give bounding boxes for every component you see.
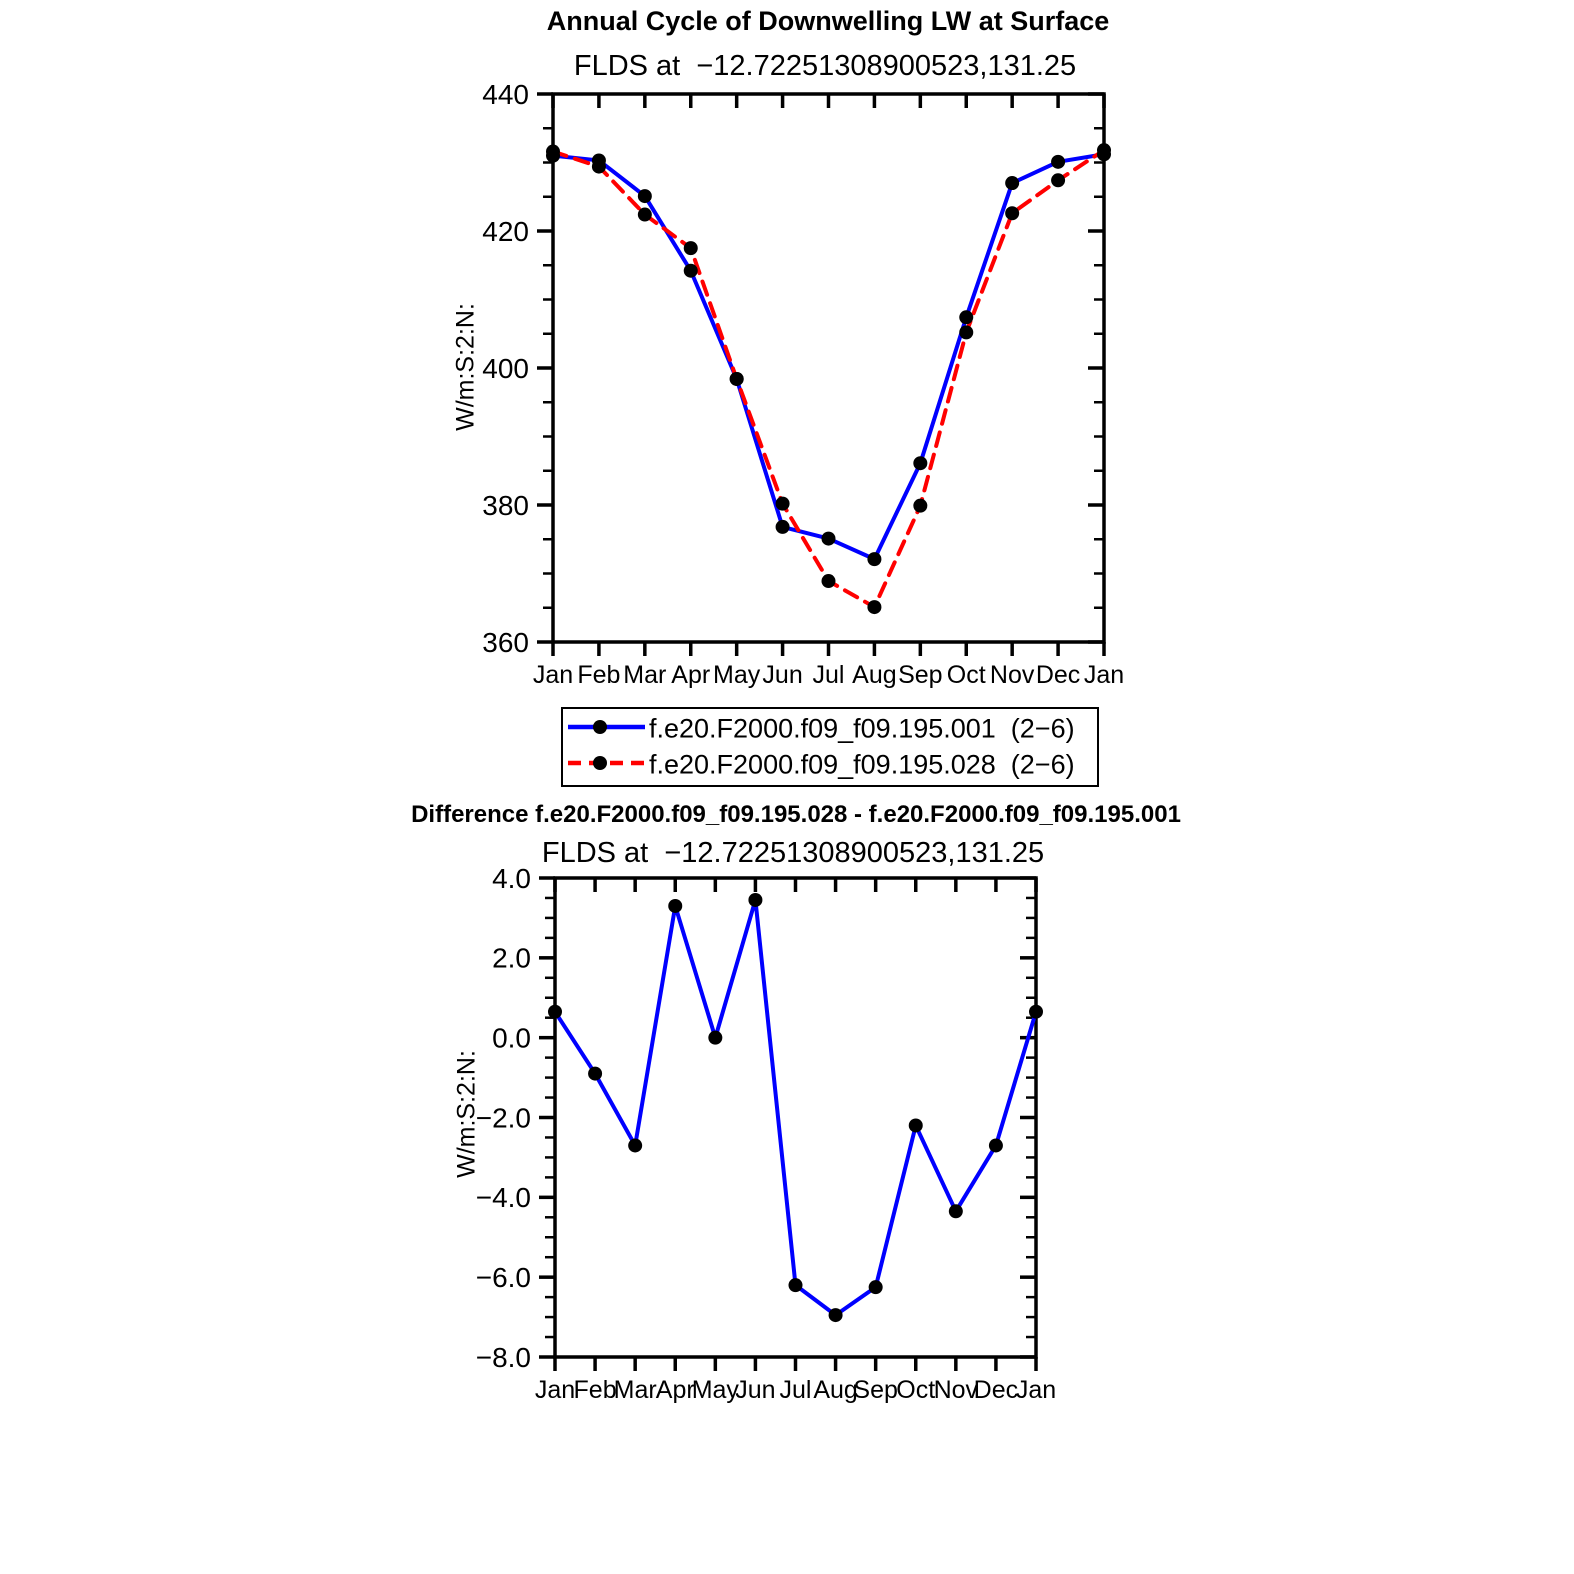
top-series-line-solid xyxy=(553,154,1104,559)
top-data-point xyxy=(1051,155,1065,169)
top-data-point xyxy=(867,600,881,614)
top-data-point xyxy=(1005,176,1019,190)
bottom-data-point xyxy=(668,899,682,913)
top-x-tick-label: Jan xyxy=(1083,661,1125,689)
bottom-x-tick-label: Jun xyxy=(735,1376,776,1404)
top-data-point xyxy=(959,325,973,339)
bottom-series-line-solid xyxy=(555,900,1036,1315)
top-x-tick-label: Mar xyxy=(623,661,667,689)
top-x-tick-label: Dec xyxy=(1035,661,1081,689)
bottom-data-point xyxy=(789,1278,803,1292)
legend xyxy=(561,707,1099,787)
bottom-x-tick-label: Jul xyxy=(779,1376,812,1404)
top-chart-y-axis-label: W/m:S:2:N: xyxy=(451,303,480,431)
bottom-data-point xyxy=(588,1067,602,1081)
top-x-tick-label: May xyxy=(713,661,761,689)
top-y-tick-label: 440 xyxy=(482,78,529,110)
top-x-tick-label: Aug xyxy=(852,661,897,689)
bottom-x-tick-label: Aug xyxy=(813,1376,858,1404)
top-data-point xyxy=(684,241,698,255)
bottom-y-tick-label: −2.0 xyxy=(475,1102,531,1134)
bottom-chart-title: Difference f.e20.F2000.f09_f09.195.028 - f.e20.F2000.f09_f09.195.001 xyxy=(411,801,1181,828)
bottom-x-tick-label: Dec xyxy=(973,1376,1019,1404)
bottom-data-point xyxy=(989,1138,1003,1152)
top-data-point xyxy=(638,208,652,222)
top-x-tick-label: Feb xyxy=(577,661,621,689)
top-data-point xyxy=(776,520,790,534)
bottom-x-tick-label: Apr xyxy=(655,1376,695,1404)
bottom-data-point xyxy=(869,1280,883,1294)
bottom-data-point xyxy=(708,1031,722,1045)
bottom-y-tick-label: 4.0 xyxy=(492,862,531,894)
top-data-point xyxy=(867,552,881,566)
bottom-x-tick-label: Oct xyxy=(896,1376,936,1404)
top-y-tick-label: 360 xyxy=(482,626,529,658)
legend-item-001-label: f.e20.F2000.f09_f09.195.001 (2−6) xyxy=(649,713,1075,744)
bottom-x-tick-label: Jan xyxy=(1015,1376,1057,1404)
top-x-tick-label: Jul xyxy=(812,661,845,689)
legend-item-028-label: f.e20.F2000.f09_f09.195.028 (2−6) xyxy=(649,749,1075,780)
bottom-x-tick-label: Mar xyxy=(613,1376,657,1404)
top-chart-title: Annual Cycle of Downwelling LW at Surface xyxy=(546,6,1110,36)
bottom-y-tick-label: −8.0 xyxy=(475,1341,531,1373)
top-x-tick-label: Nov xyxy=(989,661,1035,689)
top-data-point xyxy=(822,532,836,546)
top-y-tick-label: 400 xyxy=(482,352,529,384)
top-data-point xyxy=(959,310,973,324)
bottom-data-point xyxy=(949,1204,963,1218)
bottom-y-tick-label: −6.0 xyxy=(475,1261,531,1293)
bottom-x-tick-label: May xyxy=(691,1376,739,1404)
top-x-tick-label: Oct xyxy=(946,661,986,689)
bottom-x-tick-label: Sep xyxy=(853,1376,898,1404)
bottom-chart-y-axis-label: W/m:S:2:N: xyxy=(452,1050,481,1178)
bottom-data-point xyxy=(748,893,762,907)
bottom-y-tick-label: −4.0 xyxy=(475,1182,531,1214)
top-data-point xyxy=(638,189,652,203)
top-y-tick-label: 420 xyxy=(482,215,529,247)
top-x-tick-label: Jun xyxy=(762,661,803,689)
top-x-tick-label: Apr xyxy=(671,661,711,689)
top-data-point xyxy=(822,574,836,588)
bottom-x-tick-label: Feb xyxy=(573,1376,617,1404)
top-data-point xyxy=(730,372,744,386)
top-data-point xyxy=(592,160,606,174)
top-chart-subtitle: FLDS at −12.72251308900523,131.25 xyxy=(573,50,1077,82)
top-data-point xyxy=(1097,143,1111,157)
bottom-data-point xyxy=(1029,1005,1043,1019)
top-data-point xyxy=(1005,206,1019,220)
top-data-point xyxy=(913,499,927,513)
top-y-tick-label: 380 xyxy=(482,489,529,521)
top-data-point xyxy=(1051,173,1065,187)
bottom-chart-subtitle: FLDS at −12.72251308900523,131.25 xyxy=(541,837,1045,869)
bottom-y-tick-label: 0.0 xyxy=(492,1022,531,1054)
bottom-data-point xyxy=(628,1138,642,1152)
bottom-data-point xyxy=(909,1118,923,1132)
top-data-point xyxy=(913,456,927,470)
bottom-y-tick-label: 2.0 xyxy=(492,942,531,974)
top-x-tick-label: Jan xyxy=(532,661,574,689)
bottom-data-point xyxy=(829,1308,843,1322)
top-data-point xyxy=(546,145,560,159)
top-x-tick-label: Sep xyxy=(898,661,943,689)
bottom-data-point xyxy=(548,1005,562,1019)
bottom-x-tick-label: Nov xyxy=(933,1376,979,1404)
top-plot-frame xyxy=(553,94,1104,642)
top-data-point xyxy=(776,497,790,511)
bottom-x-tick-label: Jan xyxy=(534,1376,576,1404)
top-data-point xyxy=(684,264,698,278)
